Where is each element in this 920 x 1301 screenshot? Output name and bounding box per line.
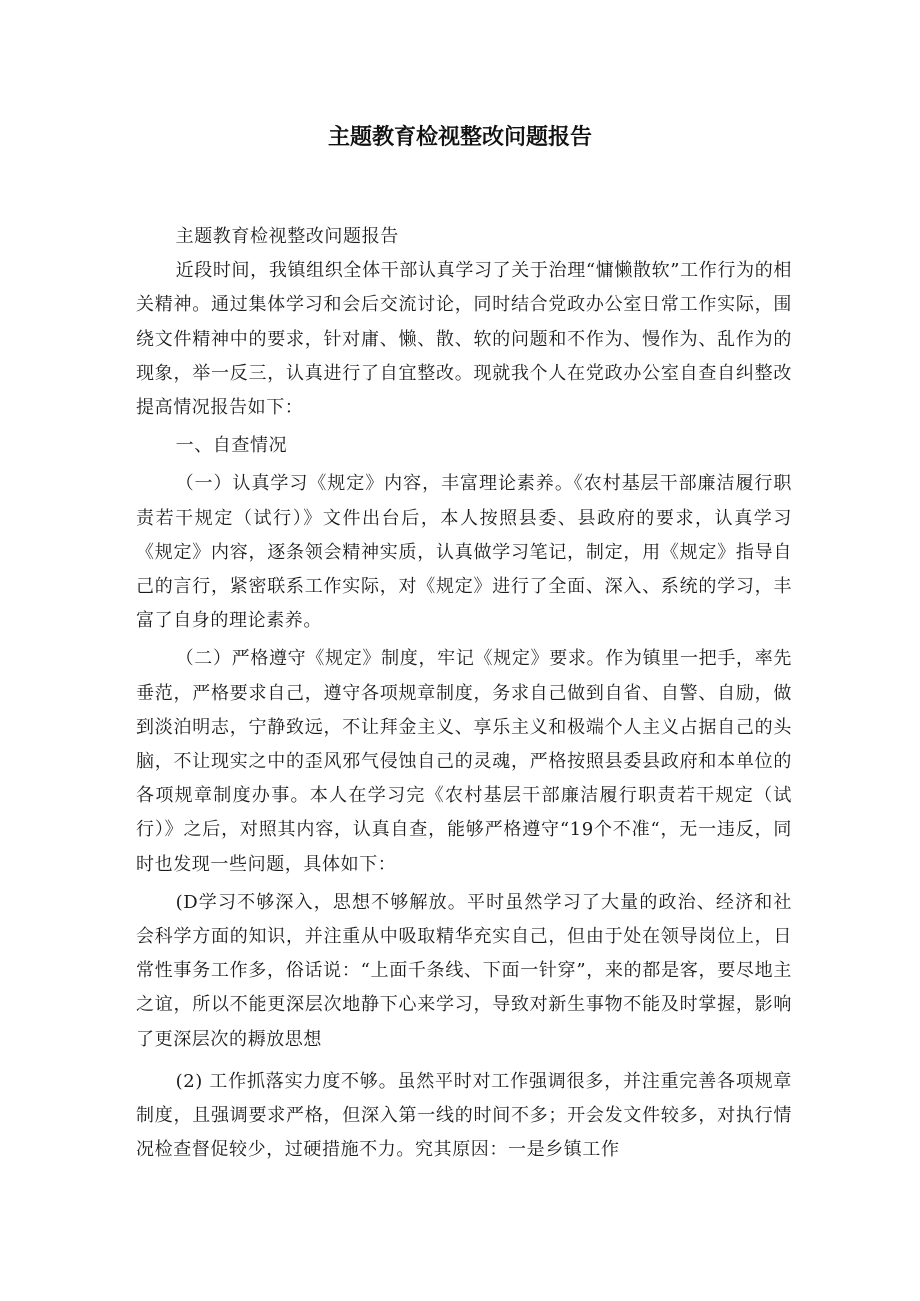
- section-1-paragraph: （一）认真学习《规定》内容，丰富理论素养。《农村基层干部廉洁履行职责若干规定（试行）》文件出台后，本人按照县委、县政府的要求，认真学习《规定》内容，逐条领会精神实质，认真做学习笔记，制定，用《规定》指导自己的言行，紧密联系工作实际，对《规定》进行了全面、深入、系统的学习，丰富了自身的理论素养。: [136, 473, 792, 632]
- problem-1-paragraph: (D学习不够深入，思想不够解放。平时虽然学习了大量的政治、经济和社会科学方面的知识，并注重从中吸取精华充实自己，但由于处在领导岗位上，日常性事务工作多，俗话说：“上面千条线、下面一针穿”，来的都是客，要尽地主之谊，所以不能更深层次地静下心来学习，导致对新生事物不能及时掌握，影响了更深层次的耨放思想: [136, 891, 792, 1050]
- section-heading: 一、自查情况: [175, 435, 288, 457]
- page-title: 主题教育检视整改问题报告: [327, 125, 592, 150]
- section-2-paragraph: （二）严格遵守《规定》制度，牢记《规定》要求。作为镇里一把手，率先垂范，严格要求自己，遵守各项规章制度，务求自己做到自省、自警、自励，做到淡泊明志，宁静致远，不让拜金主义、享乐主义和极端个人主义占据自己的头脑，不让现实之中的歪风邪气侵蚀自己的灵魂，严格按照县委县政府和本单位的各项规章制度办事。本人在学习完《农村基层干部廉洁履行职责若干规定（试行）》之后，对照其内容，认真自查，能够严格遵守“19个不准“，无一违反，同时也发现一些问题，具体如下：: [136, 648, 792, 875]
- document-body: [136, 220, 792, 1167]
- subtitle-paragraph: 主题教育检视整改问题报告: [175, 226, 399, 247]
- intro-paragraph: 近段时间，我镇组织全体干部认真学习了关于治理“慵懒散软”工作行为的相关精神。通过集体学习和会后交流讨论，同时结合党政办公室日常工作实际，围绕文件精神中的要求，针对庸、懒、散、软的问题和不作为、慢作为、乱作为的现象，举一反三，认真进行了自宜整改。现就我个人在党政办公室自查自纠整改提高情况报告如下：: [136, 260, 792, 419]
- problem-2-paragraph: (2) 工作抓落实力度不够。虽然平时对工作强调很多，并注重完善各项规章制度，且强调要求严格，但深入第一线的时间不多；开会发文件较多，对执行情况检查督促较少，过硬措施不力。究其原因：一是乡镇工作: [136, 1070, 792, 1161]
